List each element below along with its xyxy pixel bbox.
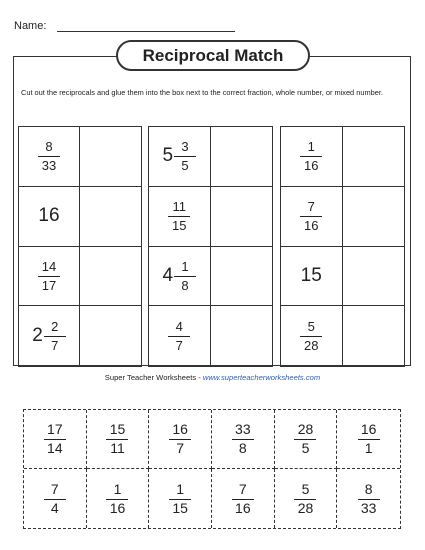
answer-box[interactable] <box>80 247 141 307</box>
problem-grid-3 <box>280 126 405 367</box>
denominator: 16 <box>235 499 251 516</box>
answer-box[interactable] <box>80 127 141 187</box>
answer-box[interactable] <box>80 306 141 366</box>
numerator: 11 <box>168 199 190 217</box>
problem-cell <box>149 127 211 187</box>
denominator: 17 <box>41 277 57 293</box>
cutout-card[interactable] <box>337 410 400 469</box>
cutout-card[interactable] <box>24 469 87 528</box>
cutout-value <box>149 469 211 528</box>
fraction <box>169 482 191 516</box>
fraction <box>168 199 190 233</box>
problem-cell <box>281 187 343 247</box>
instructions: Cut out the reciprocals and glue them into the box next to the correct fraction, whole number, or mixed number. <box>21 88 383 97</box>
problem-value <box>19 247 79 306</box>
cutout-value <box>337 469 400 528</box>
problem-value <box>19 187 79 246</box>
mixed-number <box>162 139 196 173</box>
numerator: 5 <box>294 482 316 500</box>
problem-cell <box>149 306 211 366</box>
fraction <box>174 259 196 293</box>
fraction <box>300 199 322 233</box>
fraction <box>38 139 60 173</box>
denominator: 16 <box>304 218 319 234</box>
problem-cell <box>149 247 211 307</box>
numerator: 7 <box>44 482 66 500</box>
answer-box[interactable] <box>211 247 273 307</box>
problem-grid-2 <box>148 126 273 367</box>
numerator: 17 <box>44 422 66 440</box>
cutout-value <box>24 469 86 528</box>
footer <box>0 373 425 382</box>
answer-box[interactable] <box>343 306 405 366</box>
fraction <box>300 139 322 173</box>
cutout-card[interactable] <box>149 469 212 528</box>
numerator: 28 <box>294 422 316 440</box>
cutout-card[interactable] <box>24 410 87 469</box>
whole-part: 2 <box>32 325 43 347</box>
answer-box[interactable] <box>343 187 405 247</box>
cutout-card[interactable] <box>275 469 338 528</box>
numerator: 4 <box>168 319 190 337</box>
numerator: 7 <box>232 482 254 500</box>
fraction <box>232 422 254 456</box>
problem-value <box>149 247 210 306</box>
problem-cell <box>19 247 80 307</box>
cutout-card[interactable] <box>149 410 212 469</box>
denominator: 4 <box>50 499 59 516</box>
problem-value <box>19 306 79 366</box>
problem-cell <box>19 306 80 366</box>
numerator: 1 <box>169 482 191 500</box>
cutout-card[interactable] <box>275 410 338 469</box>
denominator: 28 <box>297 499 314 516</box>
answer-box[interactable] <box>211 127 273 187</box>
problem-cell <box>19 187 80 247</box>
numerator: 1 <box>300 139 322 157</box>
denominator: 14 <box>47 440 63 456</box>
name-label: Name: <box>14 20 47 32</box>
fraction <box>106 422 128 456</box>
cutout-card[interactable] <box>87 410 150 469</box>
denominator: 8 <box>181 277 189 293</box>
cutout-value <box>149 410 211 468</box>
cutout-value <box>212 410 274 468</box>
numerator: 1 <box>174 259 196 277</box>
footer-text: Super Teacher Worksheets - <box>104 373 203 382</box>
numerator: 8 <box>38 139 60 157</box>
fraction <box>358 482 380 516</box>
answer-box[interactable] <box>343 127 405 187</box>
answer-box[interactable] <box>211 306 273 366</box>
numerator: 16 <box>169 422 191 440</box>
page-title: Reciprocal Match <box>116 40 310 71</box>
numerator: 1 <box>106 482 128 500</box>
whole-part: 4 <box>162 264 174 286</box>
cutout-value <box>87 410 149 468</box>
whole-part: 5 <box>162 145 174 167</box>
cutout-card[interactable] <box>212 410 275 469</box>
numerator: 15 <box>106 422 128 440</box>
fraction <box>174 139 196 173</box>
denominator: 8 <box>238 440 247 456</box>
fraction <box>358 422 380 456</box>
fraction <box>44 482 66 516</box>
fraction <box>294 422 316 456</box>
fraction <box>169 422 191 456</box>
numerator: 3 <box>174 139 196 157</box>
denominator: 7 <box>176 440 185 456</box>
whole-number: 15 <box>300 264 322 286</box>
fraction <box>38 259 60 293</box>
problem-cell <box>149 187 211 247</box>
denominator: 28 <box>304 338 319 354</box>
answer-box[interactable] <box>80 187 141 247</box>
problem-value <box>149 187 210 246</box>
mixed-number <box>162 259 196 293</box>
denominator: 5 <box>301 440 310 456</box>
cutout-card[interactable] <box>212 469 275 528</box>
denominator: 7 <box>51 338 59 354</box>
cutout-value <box>212 469 274 528</box>
numerator: 5 <box>300 319 322 337</box>
numerator: 16 <box>358 422 380 440</box>
numerator: 8 <box>358 482 380 500</box>
numerator: 2 <box>44 319 66 337</box>
cutout-value <box>275 410 337 468</box>
cutout-value <box>87 469 149 528</box>
denominator: 5 <box>181 158 189 174</box>
mixed-number <box>32 319 66 353</box>
problem-cell <box>281 306 343 366</box>
name-field[interactable] <box>57 31 235 32</box>
fraction <box>106 482 128 516</box>
fraction <box>300 319 322 353</box>
denominator: 16 <box>109 499 126 516</box>
problem-value <box>281 127 342 186</box>
fraction <box>232 482 254 516</box>
whole-number: 16 <box>38 205 60 227</box>
problem-value <box>149 306 210 366</box>
denominator: 11 <box>110 440 125 456</box>
denominator: 33 <box>360 499 377 516</box>
problem-value <box>281 187 342 246</box>
answer-box[interactable] <box>211 187 273 247</box>
cutout-grid <box>23 409 401 529</box>
fraction <box>44 319 66 353</box>
denominator: 7 <box>175 338 183 354</box>
numerator: 14 <box>38 259 60 277</box>
problem-value <box>281 247 342 306</box>
denominator: 1 <box>364 440 373 456</box>
fraction <box>44 422 66 456</box>
problem-cell <box>281 247 343 307</box>
denominator: 33 <box>41 158 57 174</box>
fraction <box>294 482 316 516</box>
fraction <box>168 319 190 353</box>
problem-value <box>281 306 342 366</box>
numerator: 33 <box>232 422 254 440</box>
cutout-value <box>337 410 400 468</box>
cutout-card[interactable] <box>87 469 150 528</box>
problem-grid-1 <box>18 126 142 367</box>
footer-url[interactable]: www.superteacherworksheets.com <box>202 373 321 382</box>
denominator: 15 <box>172 499 188 516</box>
problem-value <box>149 127 210 186</box>
cutout-value <box>275 469 337 528</box>
numerator: 7 <box>300 199 322 217</box>
cutout-card[interactable] <box>337 469 400 528</box>
cutout-value <box>24 410 86 468</box>
problem-cell <box>19 127 80 187</box>
answer-box[interactable] <box>343 247 405 307</box>
denominator: 15 <box>172 218 187 234</box>
problem-cell <box>281 127 343 187</box>
problem-value <box>19 127 79 186</box>
denominator: 16 <box>304 158 319 174</box>
